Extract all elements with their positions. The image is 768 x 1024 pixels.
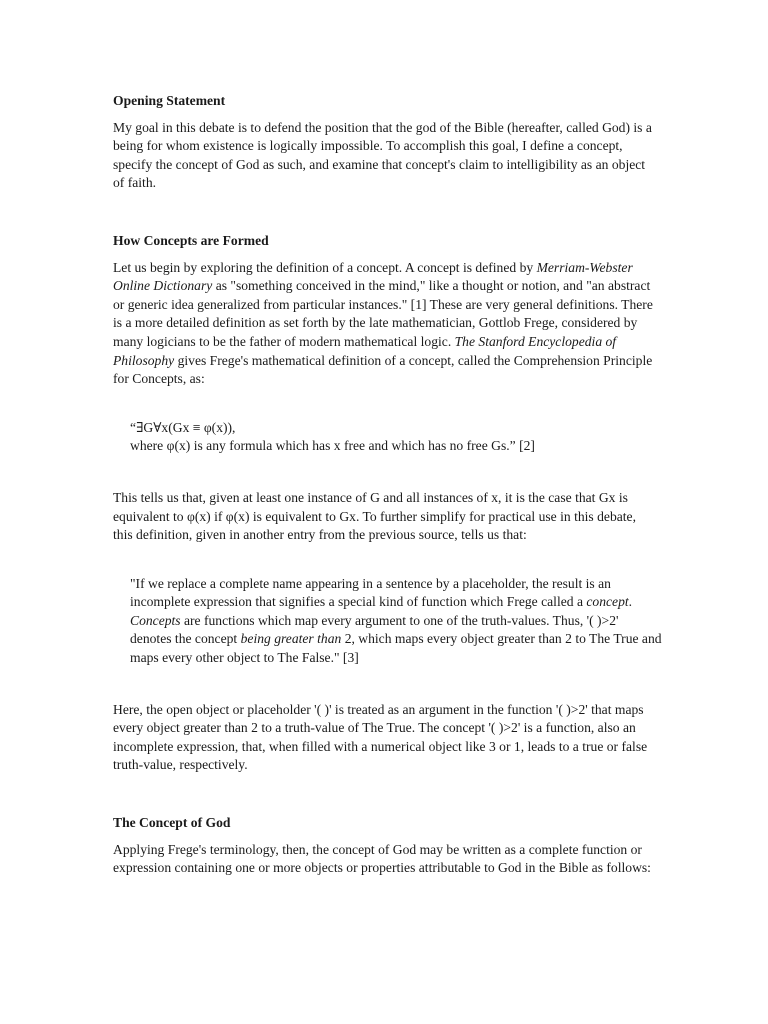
- emphasis-concepts: Concepts: [130, 612, 181, 628]
- spacer: [113, 775, 658, 814]
- paragraph-concept-of-god: Applying Frege's terminology, then, the concept of God may be written as a complete function or expression containing one or more objects or properties attributable to God in the Bible as follows:: [113, 841, 651, 876]
- text-run: Let us begin by exploring the definition of a concept. A concept is defined by: [113, 259, 537, 275]
- text-run: are functions which map every argument to one of the truth-values. Thus, '( )>2' denotes the concept: [130, 612, 619, 647]
- text-run: gives Frege's mathematical definition of a concept, called the Comprehension Principle for Concepts, as:: [113, 352, 653, 387]
- heading-how-concepts-formed: How Concepts are Formed: [113, 232, 269, 248]
- formula-line: “∃G∀x(Gx ≡ φ(x)),: [130, 419, 236, 435]
- text-run: as "something conceived in the mind," like a thought or notion, and "an abstract or generic idea generalized from particular instances." [1] These are very general definitions. There is a more detailed definition as set forth by the late mathematician, Gottlob Frege, considered by many logicians to be the father of modern mathematical logic.: [113, 278, 653, 349]
- text-run: 2, which maps every object greater than 2 to The True and maps every other object to The False." [3]: [130, 631, 662, 666]
- emphasis-being-greater-than: being greater than: [240, 631, 342, 647]
- heading-opening-statement: Opening Statement: [113, 93, 226, 108]
- blockquote-frege-concept: [130, 575, 662, 668]
- paragraph-placeholder-explanation: Here, the open object or placeholder '( )' is treated as an argument in the function '( )>2' that maps every object greater than 2 to a truth-value of The True. The concept '( )>2' is a function, also an incomplete expression, that, when filled with a numerical object like 3 or 1, leads to a true or false truth-value, respectively.: [113, 701, 648, 773]
- spacer: [113, 545, 658, 575]
- formula-explanation: where φ(x) is any formula which has x free and which has no free Gs.” [2]: [130, 438, 535, 454]
- paragraph-concept-definition: [113, 259, 658, 389]
- spacer: [113, 456, 658, 489]
- paragraph-opening: My goal in this debate is to defend the position that the god of the Bible (hereafter, called God) is a being for whom existence is logically impossible. To accomplish this goal, I define a concept, specify the concept of God as such, and examine that concept's claim to intelligibility as an object of faith.: [113, 119, 652, 191]
- emphasis-concept: concept: [586, 594, 629, 610]
- title-stanford-encyclopedia: The Stanford Encyclopedia of Philosophy: [113, 333, 617, 368]
- text-run: .: [628, 594, 633, 610]
- quote-text: [130, 575, 662, 668]
- heading-concept-of-god: The Concept of God: [113, 815, 231, 831]
- spacer: [113, 668, 658, 701]
- spacer: [113, 193, 658, 232]
- document-page: [113, 92, 662, 878]
- text-run: "If we replace a complete name appearing in a sentence by a placeholder, the result is an incomplete expression that signifies a special kind of function which Frege called a: [130, 575, 611, 610]
- spacer: [113, 389, 658, 419]
- title-merriam-webster: Merriam-Webster Online Dictionary: [113, 259, 633, 294]
- blockquote-comprehension-principle: [130, 419, 662, 456]
- paragraph-equivalence: This tells us that, given at least one instance of G and all instances of x, it is the case that Gx is equivalent to φ(x) if φ(x) is equivalent to Gx. To further simplify for practical use in this debate, this definition, given in another entry from the previous source, tells us that:: [113, 489, 636, 543]
